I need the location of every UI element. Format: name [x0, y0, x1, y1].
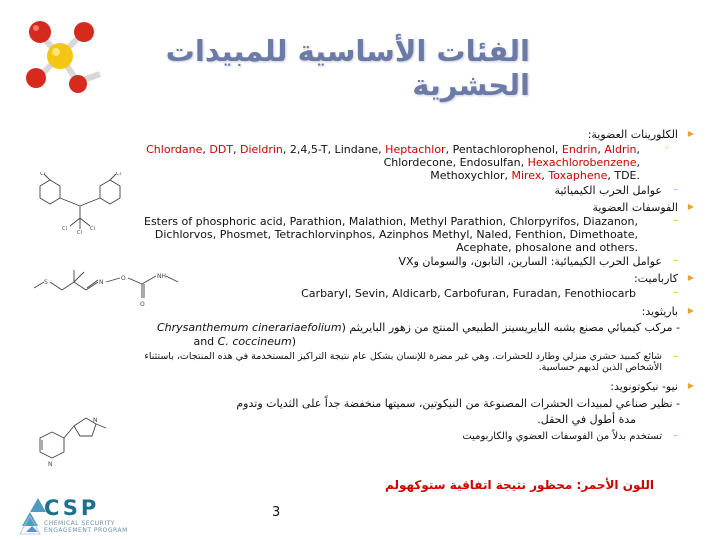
- bullet-dash-icon: –: [673, 215, 678, 226]
- carbamates-list: Carbaryl, Sevin, Aldicarb, Carbofuran, Furadan, Fenothiocarb: [301, 287, 636, 300]
- pyrethroids-line1: - مركب كيميائي مصنع يشبه البايريسينز الطبيعي المنتج من زهور البايريثم (Chrysanthemum cinerariaefolium: [156, 321, 680, 334]
- organochlorines-warfare: عوامل الحرب الكيميائية: [554, 184, 662, 197]
- pyrethroids-line4: الأشخاص الذين لديهم حساسية.: [538, 362, 662, 373]
- svg-text:O: O: [121, 275, 126, 282]
- organochlorines-heading: الكلورينات العضوية:: [587, 128, 678, 141]
- organochlorines-list-line2: Chlordecone, Endosulfan, Hexachlorobenzene,: [383, 156, 640, 169]
- bullet-arrow-icon: ▶: [687, 381, 694, 390]
- bullet-arrow-icon: ▶: [687, 129, 694, 138]
- aldicarb-structure-image: [30, 262, 190, 322]
- slide-title: الفئات الأساسية للمبيدات الحشرية: [165, 34, 530, 102]
- logo-name: CSP: [44, 496, 100, 520]
- carbamates-heading: كارباميت:: [633, 272, 678, 285]
- organophosphates-warfare: عوامل الحرب الكيميائية: السارين، التابون، والسومان وVX: [398, 255, 662, 268]
- pyrethroids-line2: and C. coccineum): [193, 335, 296, 348]
- svg-text:N: N: [93, 417, 98, 424]
- bullet-arrow-icon: ▶: [687, 273, 694, 282]
- nicotine-structure-image: [28, 392, 118, 476]
- bullet-dash-icon: –: [673, 184, 678, 195]
- organophosphates-line2: Dichlorvos, Phosmet, Tetrachlorvinphos, Azinphos Methyl, Naled, Fenthion, Dimethoate,: [154, 228, 638, 241]
- svg-text:NH: NH: [157, 273, 166, 280]
- neonicotinoids-line3: تستخدم بدلاً من الفوسفات العضوي والكاربوميت: [462, 431, 662, 442]
- svg-text:Cl: Cl: [90, 226, 95, 232]
- stockholm-note: اللون الأحمر: محظور نتيجة اتفاقية ستوكهولم: [385, 478, 654, 492]
- organochlorines-list-line1: Chlordane, DDT, Dieldrin, 2,4,5-T, Lindane, Heptachlor, Pentachlorophenol, Endrin, Aldrin,: [146, 143, 640, 156]
- svg-text:Cl: Cl: [116, 172, 121, 177]
- pyrethroids-heading: باريثويد:: [641, 305, 678, 318]
- molecule-graphic: [12, 12, 112, 102]
- svg-text:S: S: [44, 279, 48, 286]
- bullet-circle-icon: ◦: [664, 143, 670, 154]
- neonicotinoids-line1: - نظير صناعي لمبيدات الحشرات المصنوعة من النيكوتين، سميتها منخفضة جداً على الثديات وتدوم: [236, 397, 680, 410]
- pyrethroids-line3: شائع كمبيد حشري منزلي وطارد للحشرات. وهي غير مضرة للإنسان بشكل عام نتيجة التراكيز المستخدمة في هذه المنتجات، باستثناء: [144, 351, 662, 362]
- organophosphates-line1: Esters of phosphoric acid, Parathion, Malathion, Methyl Parathion, Chlorpyrifos, Diazanon,: [144, 215, 638, 228]
- svg-text:O: O: [140, 301, 145, 308]
- logo-subtitle: CHEMICAL SECURITY ENGAGEMENT PROGRAM: [44, 520, 128, 534]
- neonicotinoids-heading: نيو- نيكوتونويد:: [610, 380, 678, 393]
- svg-text:Cl: Cl: [77, 230, 82, 234]
- bullet-dash-icon: –: [673, 287, 678, 298]
- organophosphates-heading: الفوسفات العضوية: [592, 201, 678, 214]
- neonicotinoids-line2: مدة أطول في الحقل.: [537, 413, 636, 426]
- svg-text:N: N: [48, 461, 53, 468]
- bullet-arrow-icon: ▶: [687, 306, 694, 315]
- bullet-dash-icon: –: [673, 351, 678, 362]
- svg-text:Cl: Cl: [62, 226, 67, 232]
- ddt-structure-image: [30, 172, 150, 234]
- organophosphates-line3: Acephate, phosalone and others.: [456, 241, 638, 254]
- organochlorines-list-line3: Methoxychlor, Mirex, Toxaphene, TDE.: [430, 169, 640, 182]
- page-number: 3: [272, 505, 281, 520]
- svg-text:Cl: Cl: [40, 172, 45, 177]
- bullet-dash-icon: –: [673, 430, 678, 441]
- bullet-dash-icon: –: [673, 255, 678, 266]
- bullet-arrow-icon: ▶: [687, 202, 694, 211]
- svg-text:N: N: [99, 279, 104, 286]
